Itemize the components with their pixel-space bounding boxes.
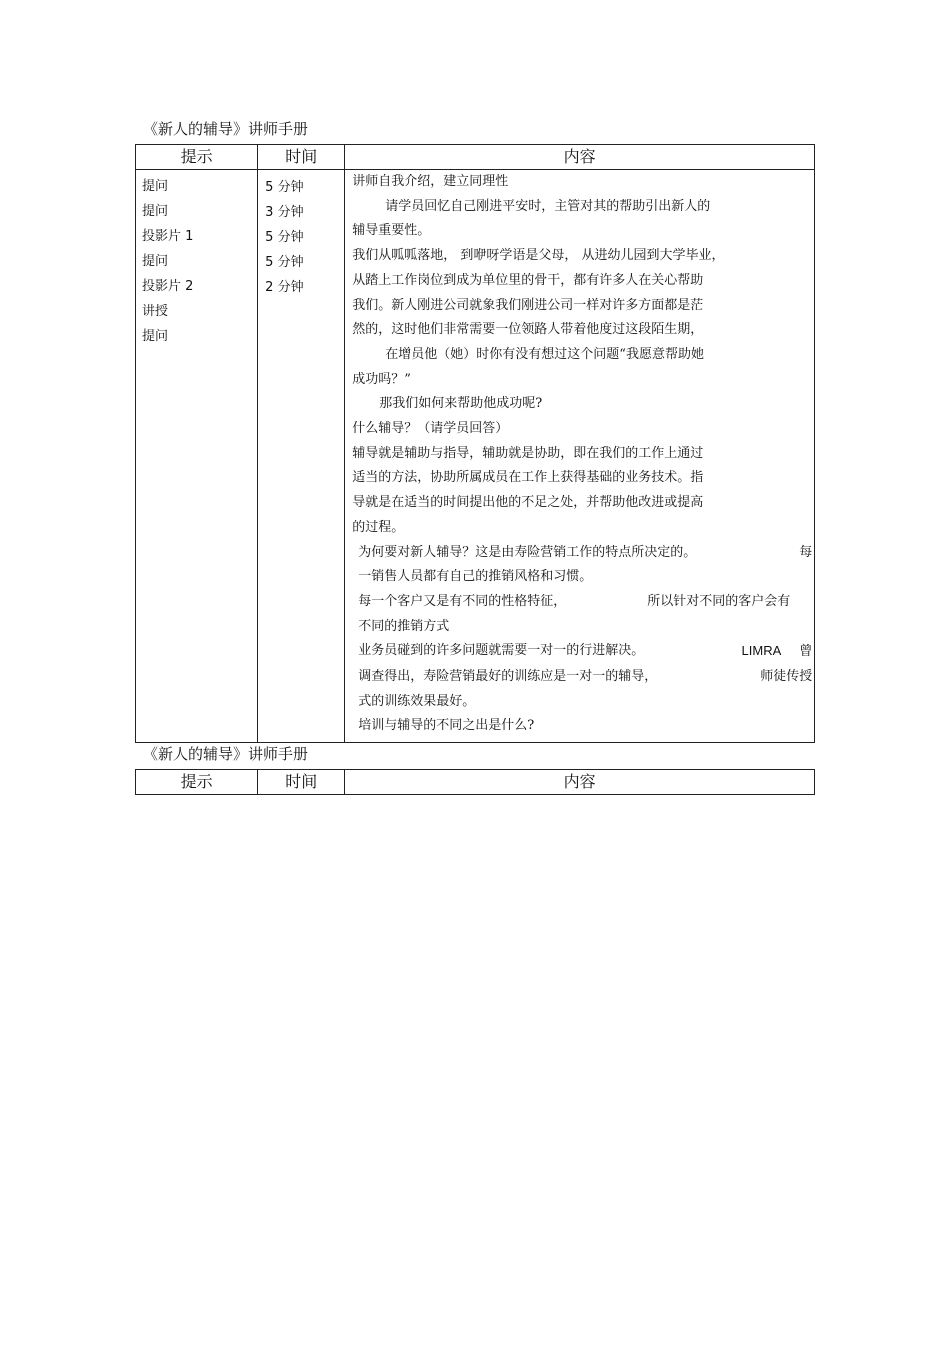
lecture-table (135, 144, 815, 743)
content-line: 讲师自我介绍，建立同理性 (352, 174, 509, 189)
header-content: 内容 (345, 770, 815, 795)
list-item: 投影片 1 (142, 229, 194, 244)
content-line: 成功吗？” (352, 371, 411, 387)
list-item: 投影片 2 (142, 279, 194, 294)
content-segment: 师徒传授 (760, 669, 813, 685)
content-line (352, 590, 812, 615)
content-line: 从踏上工作岗位到成为单位里的骨干，都有许多人在关心帮助 (352, 272, 704, 288)
content-line: 然的，这时他们非常需要一位领路人带着他度过这段陌生期， (352, 322, 704, 338)
list-item: 2 分钟 (265, 280, 304, 295)
list-item: 讲授 (142, 304, 169, 319)
content-segment: LIMRA (741, 643, 782, 659)
content-segment: 每一个客户又是有不同的性格特征， (358, 593, 567, 609)
content-segment: 所以针对不同的客户会有 (647, 593, 791, 609)
hint-cell (136, 170, 258, 743)
content-line: 适当的方法，协助所属成员在工作上获得基础的业务技术。指 (352, 470, 704, 486)
content-text (352, 170, 812, 739)
time-cell (258, 170, 345, 743)
list-item: 提问 (142, 179, 169, 194)
list-item: 提问 (142, 204, 169, 219)
content-line (352, 639, 812, 665)
time-list (265, 175, 303, 300)
header-row (136, 145, 815, 170)
content-line: 我们从呱呱落地， 到咿呀学语是父母， 从进幼儿园到大学毕业， (352, 248, 725, 264)
content-line (352, 541, 812, 566)
header-hint: 提示 (136, 770, 258, 795)
hint-list (142, 174, 193, 349)
content-segment: 业务员碰到的许多问题就需要一对一的行进解决。 (358, 643, 645, 659)
content-segment: 每 (799, 544, 813, 560)
header-hint: 提示 (136, 145, 258, 170)
content-line: 的过程。 (352, 519, 405, 535)
content-line: 式的训练效果最好。 (358, 693, 476, 709)
content-line: 辅导重要性。 (352, 223, 431, 239)
content-line (352, 665, 812, 690)
header-content: 内容 (345, 145, 815, 170)
list-item: 3 分钟 (265, 205, 304, 220)
content-cell (345, 170, 815, 743)
content-line: 不同的推销方式 (358, 618, 450, 634)
content-segment (742, 639, 813, 665)
list-item: 5 分钟 (265, 230, 304, 245)
list-item: 5 分钟 (265, 255, 304, 270)
header-time: 时间 (258, 145, 345, 170)
document-title-repeat: 《新人的辅导》讲师手册 (143, 745, 309, 763)
content-segment: 调查得出，寿险营销最好的训练应是一对一的辅导， (358, 669, 658, 685)
document-title: 《新人的辅导》讲师手册 (143, 120, 309, 138)
content-line: 辅导就是辅助与指导，辅助就是协助，即在我们的工作上通过 (352, 445, 704, 461)
content-line: 导就是在适当的时间提出他的不足之处，并帮助他改进或提高 (352, 495, 704, 511)
content-line: 那我们如何来帮助他成功呢? (379, 396, 543, 412)
list-item: 5 分钟 (265, 180, 304, 195)
lecture-table-continued (135, 769, 815, 795)
header-time: 时间 (258, 770, 345, 795)
body-row (136, 170, 815, 743)
content-line: 在增员他（她）时你有没有想过这个问题“我愿意帮助她 (385, 346, 704, 362)
content-line: 培训与辅导的不同之出是什么? (358, 718, 535, 734)
list-item: 提问 (142, 329, 169, 344)
content-line: 请学员回忆自己刚进平安时，主管对其的帮助引出新人的 (385, 198, 711, 214)
content-line: 一销售人员都有自己的推销风格和习惯。 (358, 569, 593, 585)
content-line: 我们。新人刚进公司就象我们刚进公司一样对许多方面都是茫 (352, 297, 704, 313)
header-row (136, 770, 815, 795)
content-line: 什么辅导？（请学员回答） (352, 421, 509, 437)
content-segment: 曾 (799, 644, 813, 660)
content-segment: 为何要对新人辅导？这是由寿险营销工作的特点所决定的。 (358, 544, 697, 560)
list-item: 提问 (142, 254, 169, 269)
